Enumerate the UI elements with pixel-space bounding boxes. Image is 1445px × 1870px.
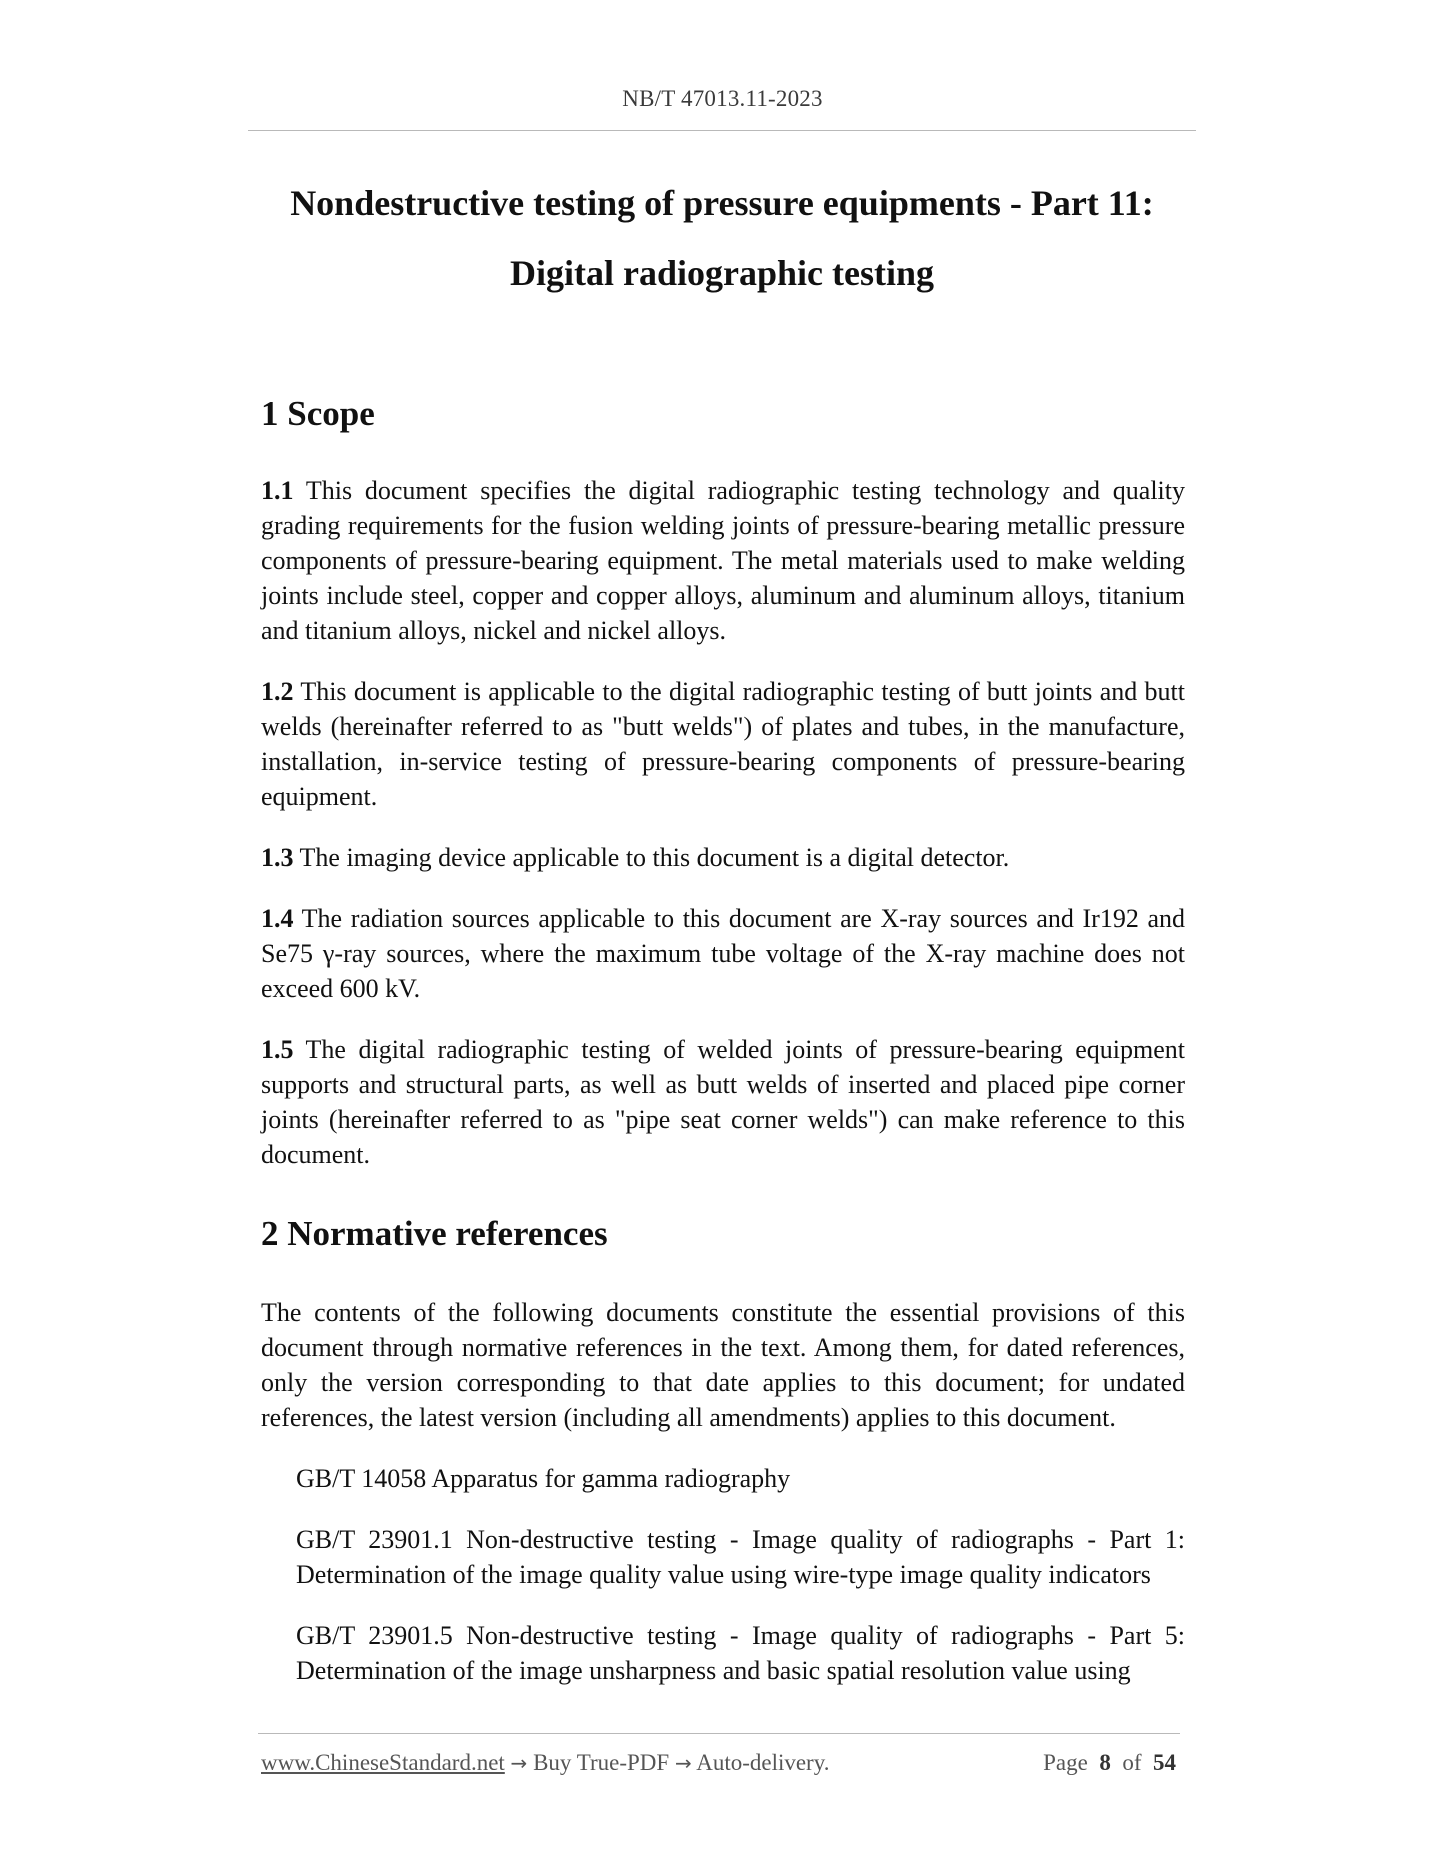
clause-number: 1.4 <box>261 904 294 933</box>
reference-item: GB/T 23901.1 Non-destructive testing - Image quality of radiographs - Part 1: Determination of the image quality value using wire-type image quality indicators <box>296 1525 1185 1589</box>
of-label: of <box>1122 1750 1142 1775</box>
page-label: Page <box>1043 1750 1088 1775</box>
clause-number: 1.3 <box>261 843 294 872</box>
title-line-1: Nondestructive testing of pressure equipments - Part 11: <box>290 183 1154 223</box>
page-footer <box>261 1750 1176 1776</box>
clause-number: 1.2 <box>261 677 294 706</box>
site-link[interactable]: www.ChineseStandard.net <box>261 1750 505 1775</box>
clause-text: The radiation sources applicable to this document are X-ray sources and Ir192 and Se75 γ-ray sources, where the maximum tube voltage of the X-ray machine does not exceed 600 kV. <box>261 904 1185 1003</box>
document-body <box>261 390 1185 1688</box>
title-line-2: Digital radiographic testing <box>510 253 934 293</box>
buy-text: Buy True-PDF <box>533 1750 670 1775</box>
page-number: 8 <box>1099 1750 1111 1775</box>
clause-text: This document is applicable to the digital radiographic testing of butt joints and butt welds (hereinafter referred to as "butt welds") of plates and tubes, in the manufacture, installation, in-service testing of pressure-bearing components of pressure-bearing equipment. <box>261 677 1185 811</box>
reference-item: GB/T 14058 Apparatus for gamma radiography <box>296 1464 791 1493</box>
section-heading-scope: 1 Scope <box>261 394 375 433</box>
normative-intro: The contents of the following documents constitute the essential provisions of this document through normative references in the text. Among them, for dated references, only the version corresponding to that date applies to this document; for undated references, the latest version (including all amendments) applies to this document. <box>261 1298 1185 1432</box>
clause-number: 1.5 <box>261 1035 294 1064</box>
page-indicator <box>1043 1750 1176 1776</box>
footer-divider <box>258 1733 1180 1734</box>
arrow-right-icon: → <box>510 1751 528 1775</box>
clause-1-5 <box>261 1032 1185 1172</box>
clause-text: The imaging device applicable to this document is a digital detector. <box>293 843 1010 872</box>
section-heading-normative-references: 2 Normative references <box>261 1214 608 1253</box>
clause-1-3 <box>261 840 1185 875</box>
footer-promo <box>261 1750 829 1776</box>
clause-1-4 <box>261 901 1185 1006</box>
clause-number: 1.1 <box>261 476 294 505</box>
clause-1-2 <box>261 674 1185 814</box>
page-title <box>248 168 1196 308</box>
arrow-right-icon: → <box>674 1751 692 1775</box>
clause-text: This document specifies the digital radiographic testing technology and quality grading requirements for the fusion welding joints of pressure-bearing metallic pressure components of pressure-bearing equipment. The metal materials used to make welding joints include steel, copper and copper alloys, aluminum and aluminum alloys, titanium and titanium alloys, nickel and nickel alloys. <box>261 476 1185 645</box>
page-total: 54 <box>1153 1750 1176 1775</box>
delivery-text: Auto-delivery. <box>696 1750 830 1775</box>
clause-1-1 <box>261 473 1185 648</box>
standard-code: NB/T 47013.11-2023 <box>622 86 823 111</box>
clause-text: The digital radiographic testing of welded joints of pressure-bearing equipment supports and structural parts, as well as butt welds of inserted and placed pipe corner joints (hereinafter referred to as "pipe seat corner welds") can make reference to this document. <box>261 1035 1185 1169</box>
header-divider <box>248 130 1196 131</box>
reference-item: GB/T 23901.5 Non-destructive testing - Image quality of radiographs - Part 5: Determination of the image unsharpness and basic spatial resolution value using <box>296 1621 1185 1685</box>
